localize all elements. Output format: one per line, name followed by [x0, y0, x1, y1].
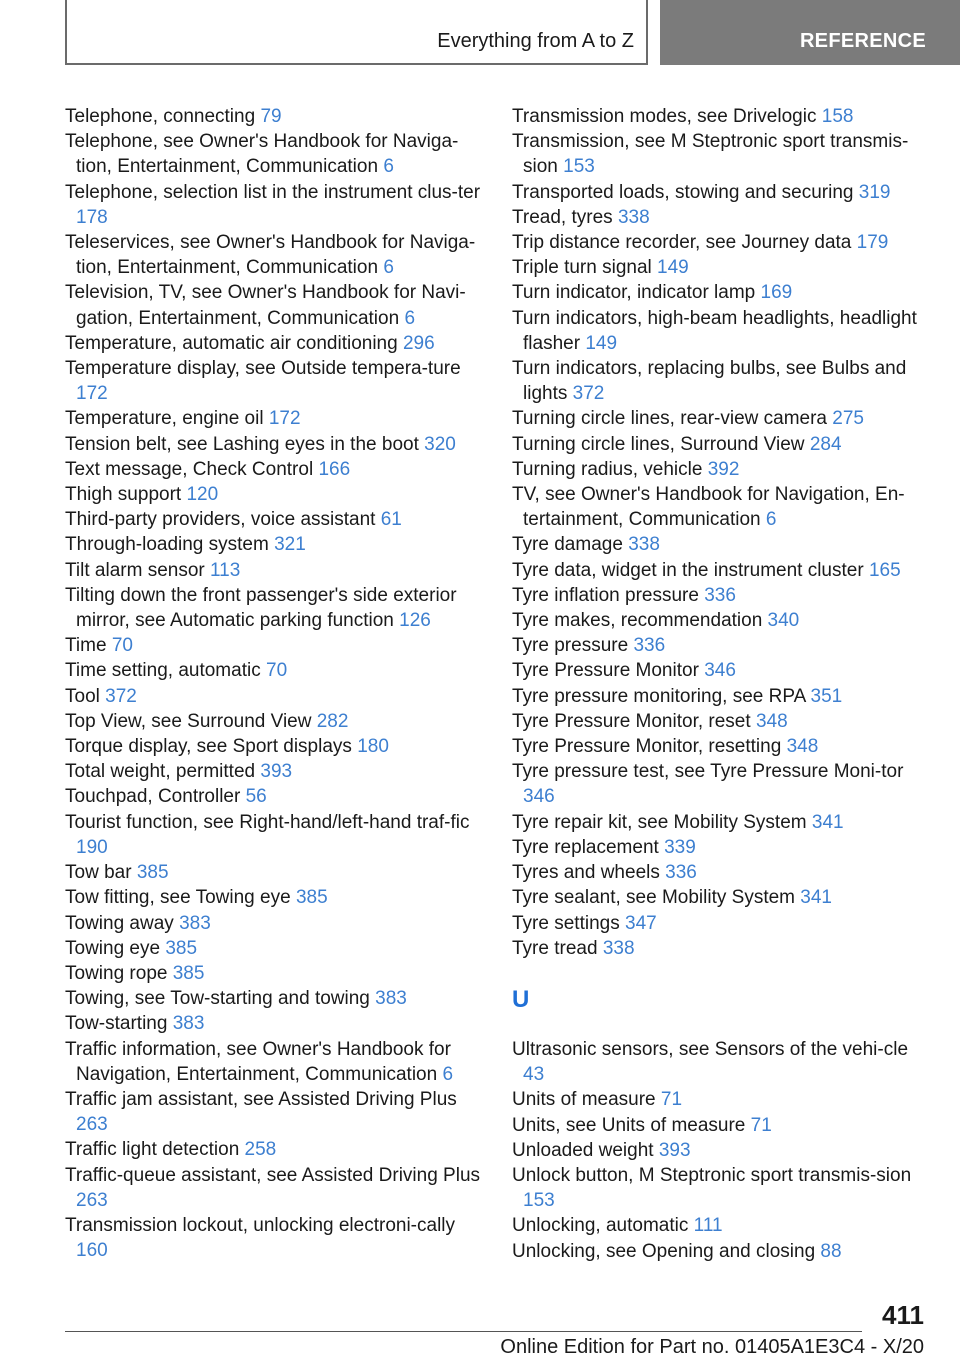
index-entry: [65, 230, 485, 280]
index-page-link[interactable]: 338: [602, 937, 635, 959]
index-page-link[interactable]: 158: [821, 106, 854, 127]
index-entry-text: Ultrasonic sensors, see Sensors of the vehi-cle: [512, 1038, 909, 1060]
index-entry-text: Tilting down the front passenger's side exterior mirror, see Automatic parking function: [65, 584, 457, 632]
index-entry-text: Transported loads, stowing and securing: [512, 181, 854, 203]
index-entry: [65, 457, 485, 482]
index-entry: [512, 810, 932, 835]
index-page-link[interactable]: 336: [665, 862, 697, 884]
index-entry: [65, 810, 485, 860]
index-entry: [512, 658, 932, 683]
index-entry: [512, 911, 932, 936]
index-entry: [65, 759, 485, 784]
index-entry: [65, 432, 485, 457]
index-page-link[interactable]: 6: [383, 257, 394, 279]
index-entry-text: Tyre settings: [512, 912, 620, 934]
index-entry-text: Temperature, engine oil: [65, 408, 264, 430]
index-entry: [512, 633, 932, 658]
index-page-link[interactable]: 43: [523, 1064, 545, 1086]
index-page-link[interactable]: 320: [424, 433, 456, 455]
index-entry: [65, 1213, 485, 1263]
index-entry-text: Tyre data, widget in the instrument cluster: [512, 559, 864, 581]
index-entry-text: Telephone, selection list in the instrument clus-ter: [65, 181, 481, 203]
index-page-link[interactable]: 61: [380, 509, 402, 531]
index-group-t: [512, 104, 932, 961]
index-page-link[interactable]: 180: [357, 736, 389, 758]
index-page-link[interactable]: 321: [274, 534, 306, 556]
index-entry-text: Text message, Check Control: [65, 458, 314, 480]
index-page-link[interactable]: 383: [179, 912, 211, 934]
index-entry-text: Touchpad, Controller: [65, 786, 241, 808]
index-entry-text: Tyre replacement: [512, 836, 659, 858]
index-entry-text: Unlock button, M Steptronic sport transmis-sion: [512, 1164, 912, 1186]
index-entry: [512, 608, 932, 633]
index-entry: [65, 658, 485, 683]
index-entry: [512, 1113, 932, 1138]
index-entry-text: Transmission lockout, unlocking electroni-cally: [65, 1214, 456, 1236]
index-page-link[interactable]: 179: [856, 232, 889, 254]
index-entry-text: Turning circle lines, rear-view camera: [512, 408, 828, 430]
index-entry-text: Tread, tyres: [512, 206, 613, 228]
index-entry-text: Turning circle lines, Surround View: [512, 433, 805, 455]
header-section-tab: [660, 0, 960, 65]
index-page-link[interactable]: 346: [523, 786, 555, 808]
index-entry: [65, 1011, 485, 1036]
index-page-link[interactable]: 6: [404, 307, 416, 329]
index-entry-text: Tyre damage: [512, 534, 623, 556]
index-entry-text: Third-party providers, voice assistant: [65, 509, 376, 531]
index-entry-text: Units, see Units of measure: [512, 1114, 746, 1136]
index-entry-text: Tool: [65, 685, 100, 707]
index-page-link[interactable]: 393: [658, 1139, 691, 1161]
index-page-link[interactable]: 392: [707, 458, 740, 480]
index-entry-text: Unlocking, automatic: [512, 1215, 689, 1237]
index-entry-text: Temperature, automatic air conditioning: [65, 332, 398, 354]
index-entry-text: Traffic information, see Owner's Handbook for Navigation, Entertainment, Communication: [65, 1038, 451, 1085]
index-entry: [65, 280, 485, 330]
index-entry: [65, 507, 485, 532]
index-page-link[interactable]: 275: [832, 408, 864, 430]
index-page-link[interactable]: 258: [244, 1139, 277, 1161]
index-page-link[interactable]: 340: [767, 610, 800, 632]
index-entry-text: Television, TV, see Owner's Handbook for Navi-gation, Entertainment, Communication: [65, 282, 466, 329]
index-entry: [65, 482, 485, 507]
index-entry: [512, 1087, 932, 1112]
index-entry-text: Triple turn signal: [512, 257, 652, 279]
index-entry: [65, 911, 485, 936]
index-page-link[interactable]: 165: [868, 559, 901, 581]
index-entry: [512, 532, 932, 557]
index-page-link[interactable]: 351: [810, 685, 843, 707]
index-entry: [512, 406, 932, 431]
index-page-link[interactable]: 341: [800, 887, 832, 909]
index-page-link[interactable]: 296: [402, 332, 435, 354]
index-page-link[interactable]: 79: [260, 106, 282, 127]
index-page-link[interactable]: 113: [210, 559, 241, 581]
index-entry-text: Telephone, connecting: [65, 106, 256, 127]
index-letter-heading: U: [512, 985, 530, 1013]
index-page-link[interactable]: 6: [765, 509, 777, 531]
index-entry: [65, 1137, 485, 1162]
index-entry-text: Torque display, see Sport displays: [65, 736, 352, 758]
index-entry: [65, 1087, 485, 1137]
index-entry-text: Traffic-queue assistant, see Assisted Driving Plus: [65, 1164, 481, 1186]
index-entry-text: Tyre pressure test, see Tyre Pressure Moni-tor: [512, 761, 904, 783]
index-entry: [512, 205, 932, 230]
index-page-link[interactable]: 149: [657, 257, 689, 279]
index-entry: [65, 356, 485, 406]
index-page-link[interactable]: 385: [136, 862, 169, 884]
index-page-link[interactable]: 372: [105, 685, 137, 707]
index-entry: [65, 558, 485, 583]
index-page-link[interactable]: 393: [260, 761, 293, 783]
index-entry-text: Time setting, automatic: [65, 660, 261, 682]
index-entry: [512, 457, 932, 482]
index-page-link[interactable]: 70: [111, 635, 133, 657]
index-entry: [512, 734, 932, 759]
index-entry-text: Towing, see Tow-starting and towing: [65, 988, 370, 1010]
index-page-link[interactable]: 319: [858, 181, 891, 203]
index-entry: [65, 734, 485, 759]
index-entry: [512, 1239, 932, 1264]
index-entry-text: Tow-starting: [65, 1013, 168, 1035]
header-title-box: [65, 0, 648, 65]
index-entry-text: Tyre Pressure Monitor, reset: [512, 710, 751, 732]
index-entry: [65, 331, 485, 356]
index-page-link[interactable]: 339: [664, 836, 696, 858]
index-page-link[interactable]: 348: [755, 710, 788, 732]
index-page-link[interactable]: 338: [628, 534, 660, 556]
index-entry-text: Tyre tread: [512, 937, 598, 959]
index-entry-text: Tow fitting, see Towing eye: [65, 887, 291, 909]
index-entry-text: Tyre inflation pressure: [512, 584, 699, 606]
index-column-left: [65, 104, 485, 1263]
index-entry-text: Tyre repair kit, see Mobility System: [512, 811, 807, 833]
index-entry: [512, 709, 932, 734]
index-entry: [65, 1037, 485, 1087]
footer-edition: Online Edition for Part no. 01405A1E3C4 - X/20: [500, 1336, 924, 1358]
index-entry: [65, 885, 485, 910]
index-entry: [512, 558, 932, 583]
index-entry: [512, 1163, 932, 1213]
index-page-link[interactable]: 263: [76, 1114, 108, 1136]
index-entry-text: Thigh support: [65, 484, 182, 506]
index-entry-text: Total weight, permitted: [65, 761, 256, 783]
index-page-link[interactable]: 153: [523, 1190, 555, 1212]
index-entry: [512, 1037, 932, 1087]
index-group-u: [512, 1037, 932, 1264]
index-page-link[interactable]: 284: [809, 433, 842, 455]
index-page-link[interactable]: 338: [617, 206, 650, 228]
index-entry-text: Tow bar: [65, 862, 132, 884]
index-entry: [512, 1213, 932, 1238]
index-entry: [65, 860, 485, 885]
index-entry-text: Through-loading system: [65, 534, 269, 556]
index-entry-text: Unlocking, see Opening and closing: [512, 1240, 816, 1262]
header-title: Everything from A to Z: [437, 30, 634, 52]
index-entry-text: Tension belt, see Lashing eyes in the boot: [65, 433, 419, 455]
index-entry: [65, 1163, 485, 1213]
index-entry-text: Time: [65, 635, 107, 657]
index-page-link[interactable]: 336: [633, 635, 666, 657]
index-entry: [65, 532, 485, 557]
index-page-link[interactable]: 71: [750, 1114, 772, 1136]
index-entry: [512, 104, 932, 129]
index-entry-text: Top View, see Surround View: [65, 710, 312, 732]
index-page-link[interactable]: 263: [76, 1189, 108, 1211]
index-entry: [512, 432, 932, 457]
index-entry-text: Traffic jam assistant, see Assisted Driving Plus: [65, 1088, 457, 1110]
index-page-link[interactable]: 111: [693, 1215, 723, 1237]
index-entry: [512, 180, 932, 205]
index-entry-text: Telephone, see Owner's Handbook for Naviga-tion, Entertainment, Communication: [65, 131, 459, 178]
index-entry-text: Tourist function, see Right-hand/left-hand traf-fic: [65, 811, 470, 833]
index-entry-text: Towing away: [65, 912, 174, 934]
index-entry-text: Tyres and wheels: [512, 862, 660, 884]
index-entry: [512, 129, 932, 179]
index-page-link[interactable]: 153: [563, 156, 595, 178]
index-entry: [512, 885, 932, 910]
index-entry-text: Towing rope: [65, 962, 168, 984]
index-page-link[interactable]: 346: [704, 660, 736, 682]
index-entry: [65, 784, 485, 809]
index-entry: [512, 835, 932, 860]
index-entry-text: Towing eye: [65, 937, 161, 959]
index-page-link[interactable]: 341: [811, 811, 844, 833]
index-entry: [65, 129, 485, 179]
page-number: 411: [882, 1300, 924, 1330]
index-entry: [512, 482, 932, 532]
index-entry-text: Units of measure: [512, 1089, 656, 1111]
index-page-link[interactable]: 372: [572, 383, 605, 405]
index-page-link[interactable]: 149: [585, 332, 618, 354]
index-entry: [512, 280, 932, 305]
index-page-link[interactable]: 178: [76, 206, 108, 228]
index-entry-text: Traffic light detection: [65, 1139, 240, 1161]
index-entry: [512, 759, 932, 809]
index-page-link[interactable]: 385: [172, 962, 205, 984]
index-entry-text: Tyre pressure monitoring, see RPA: [512, 685, 806, 707]
index-page-link[interactable]: 56: [245, 786, 267, 808]
index-entry: [512, 255, 932, 280]
index-entry-text: Transmission, see M Steptronic sport transmis-sion: [512, 131, 909, 178]
index-page-link[interactable]: 190: [76, 836, 108, 858]
index-page-link[interactable]: 70: [266, 660, 288, 682]
index-entry-text: Trip distance recorder, see Journey data: [512, 232, 852, 254]
index-entry-text: TV, see Owner's Handbook for Navigation, En-tertainment, Communication: [512, 484, 905, 531]
index-entry: [512, 356, 932, 406]
index-page-link[interactable]: 71: [660, 1089, 683, 1111]
index-entry-text: Turn indicators, replacing bulbs, see Bulbs and lights: [512, 358, 907, 405]
index-entry-text: Temperature display, see Outside tempera-ture: [65, 358, 461, 380]
index-entry: [65, 633, 485, 658]
index-entry: [512, 936, 932, 961]
index-entry-text: Tilt alarm sensor: [65, 559, 205, 581]
index-entry: [512, 230, 932, 255]
index-entry-text: Transmission modes, see Drivelogic: [512, 106, 817, 127]
index-entry: [512, 860, 932, 885]
index-page-link[interactable]: 172: [76, 383, 108, 405]
index-page-link[interactable]: 160: [76, 1240, 108, 1262]
header-section-label: REFERENCE: [799, 30, 926, 52]
index-page-link[interactable]: 282: [316, 710, 349, 732]
index-entry: [65, 961, 485, 986]
index-page-link[interactable]: 166: [318, 458, 351, 480]
index-entry-text: Unloaded weight: [512, 1139, 654, 1161]
index-entry: [65, 406, 485, 431]
index-entry-text: Tyre sealant, see Mobility System: [512, 887, 795, 909]
index-page-link[interactable]: 169: [760, 282, 793, 304]
index-entry: [512, 684, 932, 709]
footer-divider: [65, 1331, 862, 1332]
index-entry: [65, 684, 485, 709]
index-page-link[interactable]: 383: [375, 988, 407, 1010]
index-entry-text: Turn indicators, high-beam headlights, headlight flasher: [512, 307, 917, 354]
index-entry: [65, 583, 485, 633]
index-page-link[interactable]: 6: [383, 156, 394, 178]
index-entry: [65, 104, 485, 129]
index-entry: [512, 1138, 932, 1163]
index-entry-text: Tyre pressure: [512, 635, 629, 657]
index-entry: [512, 306, 932, 356]
index-entry-text: Tyre Pressure Monitor: [512, 660, 699, 682]
index-entry-text: Turn indicator, indicator lamp: [512, 282, 756, 304]
index-entry-text: Tyre Pressure Monitor, resetting: [512, 736, 782, 758]
index-entry: [512, 583, 932, 608]
index-entry: [65, 180, 485, 230]
index-page-link[interactable]: 383: [172, 1013, 205, 1035]
index-entry: [65, 986, 485, 1011]
index-entry: [65, 709, 485, 734]
index-entry-text: Teleservices, see Owner's Handbook for Naviga-tion, Entertainment, Communication: [65, 232, 476, 279]
index-page-link[interactable]: 385: [165, 937, 198, 959]
index-entry: [65, 936, 485, 961]
index-page-link[interactable]: 88: [820, 1240, 842, 1262]
index-page-link[interactable]: 120: [186, 484, 219, 506]
index-page-link[interactable]: 348: [786, 736, 819, 758]
index-page-link[interactable]: 126: [399, 610, 431, 632]
index-page-link[interactable]: 347: [625, 912, 657, 934]
index-page-link[interactable]: 172: [268, 408, 301, 430]
index-entry-text: Turning radius, vehicle: [512, 458, 703, 480]
index-page-link[interactable]: 6: [442, 1063, 454, 1085]
index-page-link[interactable]: 385: [295, 887, 328, 909]
index-page-link[interactable]: 336: [704, 584, 736, 606]
index-entry-text: Tyre makes, recommendation: [512, 610, 763, 632]
index-column-right: [512, 104, 932, 1264]
